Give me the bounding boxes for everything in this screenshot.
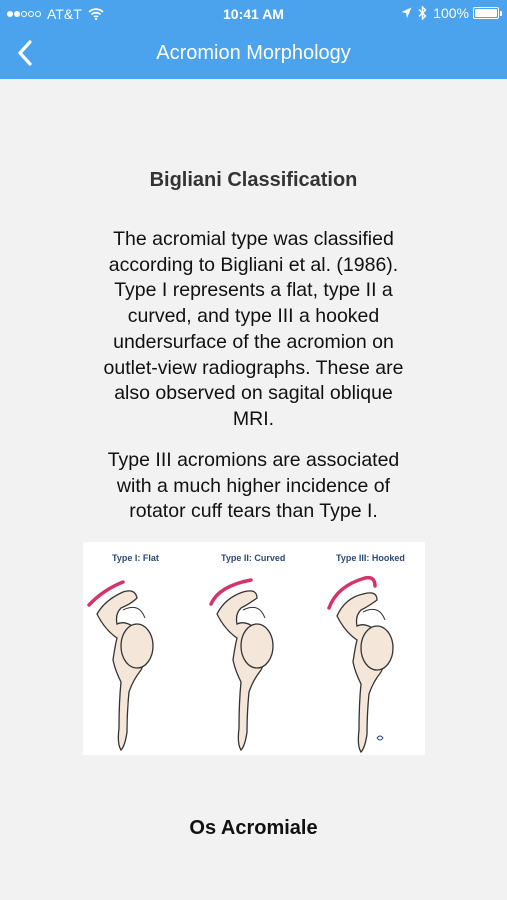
nav-bar bbox=[0, 28, 507, 79]
figure-label-type-2: Type II: Curved bbox=[221, 553, 286, 563]
carrier-label: AT&T bbox=[47, 6, 82, 22]
scroll-content[interactable] bbox=[0, 79, 507, 900]
bluetooth-icon bbox=[418, 6, 427, 20]
page-title: Acromion Morphology bbox=[156, 42, 351, 64]
chevron-left-icon bbox=[17, 40, 33, 66]
battery-icon bbox=[473, 7, 499, 19]
scapula-flat bbox=[89, 582, 153, 750]
battery-percent: 100% bbox=[433, 5, 469, 21]
scapula-curved bbox=[211, 580, 273, 750]
scapula-illustrations bbox=[83, 542, 425, 755]
section-title-os-acromiale: Os Acromiale bbox=[189, 817, 318, 839]
paragraph-classification: The acromial type was classified according to Bigliani et al. (1986). Type I represents a flat, type II a curved, and type III a hooked undersurface of the acromion on outlet-view radiographs. These are also observed on sagital oblique MRI. bbox=[103, 228, 404, 430]
section-title-bigliani: Bigliani Classification bbox=[149, 169, 358, 191]
location-icon bbox=[401, 7, 412, 19]
acromion-types-figure bbox=[83, 542, 425, 755]
figure-label-type-3: Type III: Hooked bbox=[336, 553, 405, 563]
paragraph-association: Type III acromions are associated with a much higher incidence of rotator cuff tears than Type I. bbox=[107, 449, 400, 523]
status-right bbox=[401, 5, 499, 21]
scapula-hooked bbox=[329, 578, 393, 752]
status-bar bbox=[0, 0, 507, 28]
status-time: 10:41 AM bbox=[223, 6, 284, 22]
figure-label-type-1: Type I: Flat bbox=[112, 553, 159, 563]
back-button[interactable] bbox=[10, 37, 40, 69]
